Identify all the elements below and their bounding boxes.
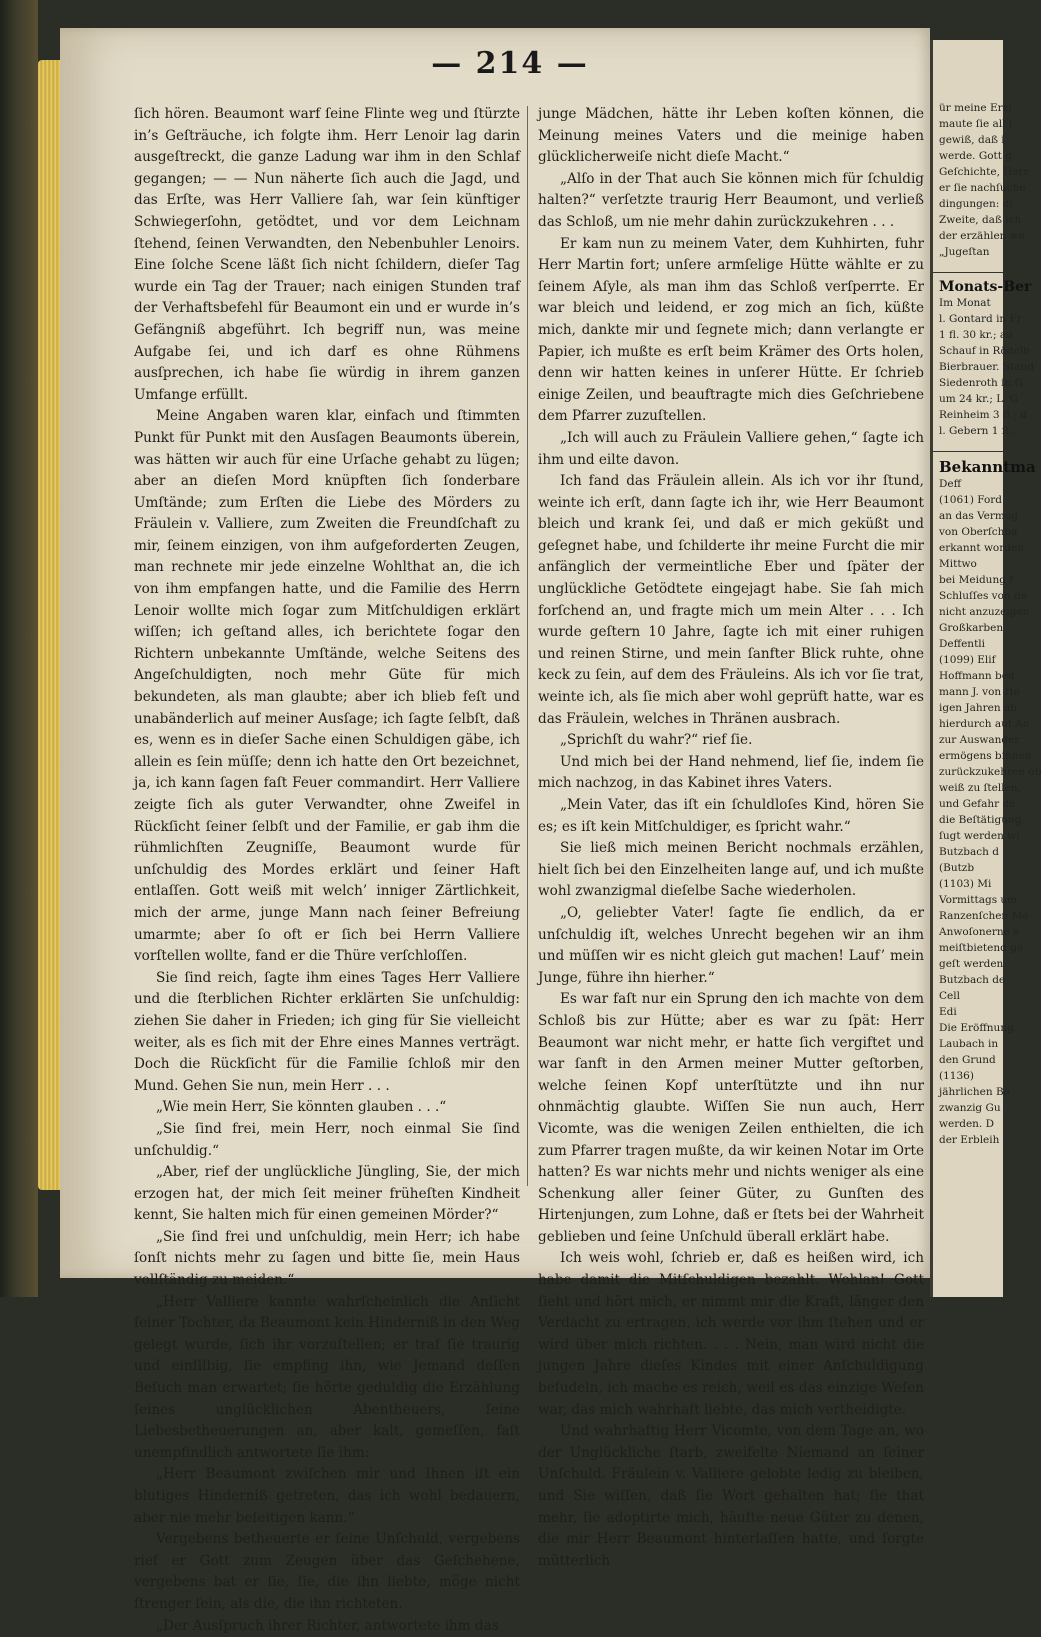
adjacent-page-line: Im Monat [939,297,991,309]
adjacent-page-line: (1099) Elif [939,654,996,666]
paragraph: „Wie mein Herr, Sie könnten glauben . . .“ [156,1099,447,1116]
paragraph: „Mein Vater, das iſt ein ſchuldloſes Kind, hören Sie es; es iſt kein Mitſchuldiger, es ſpricht wahr.“ [538,797,924,835]
adjacent-page-line: Butzbach de [939,974,1006,986]
adjacent-page-line: den Grund [939,1054,996,1066]
adjacent-page-line: ermögens binnen [939,750,1032,762]
paragraph: Es war faſt nur ein Sprung den ich machte von dem Schloß bis zur Hütte; aber es war zu ſpät: Herr Beaumont war nicht mehr, er hatte ſich vergiftet und war ſanft in den Armen meiner Mutter geſtorben, welche ſeinen Kopf unterſtützte und ihn nur ohnmächtig glaubte. Wiſſen Sie nun auch, Herr Vicomte, was die wenigen Zeilen enthielten, die ich zum Pfarrer tragen mußte, da wir keinen Notar im Orte hatten? Es war nichts mehr und nichts weniger als eine Schenkung aller ſeiner Güter, zu Gunſten des Hirtenjungen, zum Lohne, daß er ſtets bei der Wahrheit geblieben und ſeine Unſchuld überall erklärt habe. [538,991,924,1245]
paragraph: junge Mädchen, hätte ihr Leben koſten können, die Meinung meines Vaters und die meinige haben glücklicherweiſe nicht dieſe Macht.“ [538,106,924,166]
adjacent-page-line: bei Meidung f [939,574,1014,586]
adjacent-page-line: 1 fl. 30 kr.; au [939,329,1013,341]
paragraph: Und mich bei der Hand nehmend, lief ſie, indem ſie mich nachzog, in das Kabinet ihres Vaters. [538,753,924,792]
adjacent-page-line: dingungen: di [939,198,1013,210]
left-text-column [134,104,520,1634]
right-text-column [538,104,924,1569]
adjacent-page-line: Deffentli [939,638,986,650]
adjacent-page-block [933,100,1029,260]
paragraph: Ich weis wohl, ſchrieb er, daß es heißen wird, ich habe damit die Mitſchuldigen bezahlt. Wohlan! Gott ſieht und hört mich, er nimmt mir die Kraft, länger den Verdacht zu ertragen, ich werde vor ihm ſtehen und er wird über mich richten. . . . Nein, man wird nicht die jungen Jahre dieſes Kindes mit einer Anſchuldigung beſudeln, ich mache es reich, weil es das einzige Weſen war, das mich wahrhaft liebte, das mich vertheidigte. [538,1250,924,1418]
adjacent-page-line: ür meine Erzi [939,102,1012,114]
adjacent-page-line: Schluſſes von de [939,590,1027,602]
adjacent-page-line: l. Gebern 1 fl.; [939,425,1016,437]
adjacent-page-line: der erzählen we [939,230,1025,242]
adjacent-page-line: igen Jahren ab [939,702,1017,714]
adjacent-page-line: maute ſie all i [939,118,1013,130]
adjacent-page-line: Butzbach d [939,846,999,858]
adjacent-page-line: Siedenroth in G [939,377,1023,389]
adjacent-page-line: und Gefahr de [939,798,1016,810]
paragraph: ſich hören. Beaumont warf ſeine Flinte weg und ſtürzte in’s Geſträuche, ich folgte ihm. Herr Lenoir lag darin ausgeſtreckt, die ganze Ladung war ihm in den Schlaf gegangen; — — Nun näherte ſich auch die Jagd, und das Erſte, was Herr Valliere ſah, war ſein künftiger Schwiegerſohn, getödtet, und vor dem Leichnam ſtehend, ſeinen Verwandten, den Nebenbuhler Lenoirs. Eine ſolche Scene läßt ſich nicht ſchildern, dieſer Tag wurde ein Tag der Trauer; nach einigen Stunden traf der Verhaftsbefehl für Beaumont ein und er wurde in’s Gefängniß abgeführt. Ich begriff nun, was meine Aufgabe ſei, und ich darf es ohne Rühmens ausſprechen, ich habe ſie würdig in ihrem ganzen Umfange erfüllt. [134,106,520,403]
paragraph: „Ich will auch zu Fräulein Valliere gehen,“ ſagte ich ihm und eilte davon. [538,429,924,468]
paragraph: Ich fand das Fräulein allein. Als ich vor ihr ſtund, weinte ich erſt, dann ſagte ich ihr, wie Herr Beaumont bleich und krank ſei, und daß er mich geküßt und geſegnet habe, und ſchilderte ihr meine Furcht die mir anfänglich der vermeintliche Eber und ſpäter der unglückliche Getödtete eingejagt habe. Sie ſah mich forſchend an, und fragte mich um mein Alter . . . Ich wurde geſtern 10 Jahre, ſagte ich mit einer ruhigen und reinen Stirne, und mein ſanfter Blick ruhte, ohne keck zu ſein, auf dem des Fräuleins. Als ich vor ſie trat, weinte ich, als ſie mich aber wohl geprüft hatte, war es das Fräulein, welches in Thränen ausbrach. [538,473,924,727]
book-binding [0,0,38,1297]
adjacent-page-line: Cell [939,990,960,1002]
adjacent-page-line: Zweite, daß ich [939,214,1022,226]
adjacent-page-block [933,295,1034,439]
paragraph: „Alſo in der That auch Sie können mich für ſchuldig halten?“ verſetzte traurig Herr Beaumont, und verließ das Schloß, um nie mehr dahin zurückzukehren . . . [538,170,924,230]
adjacent-page-line: werden. D [939,1118,995,1130]
adjacent-page-line: „Jugeſtan [939,246,990,258]
adjacent-page-line: erkannt worden [939,542,1024,554]
paragraph: „Sprichſt du wahr?“ rief ſie. [560,732,753,749]
paragraph: „Herr Beaumont zwiſchen mir und Ihnen iſt ein blutiges Hinderniß getreten, das ich wohl bedauern, aber nie mehr beſeitigen kann.“ [134,1466,520,1526]
adjacent-page-heading: Bekanntma [933,451,1003,476]
paragraph: Er kam nun zu meinem Vater, dem Kuhhirten, fuhr Herr Martin fort; unſere armſelige Hütte wählte er zu ſeinem Aſyle, als man ihm das Schloß verſperrte. Er war bleich und leidend, er zog mich an ſich, küßte mich, dankte mir und ſegnete mich; dann verlangte er Papier, ich mußte es erſt beim Krämer des Orts holen, denn wir hatten keines in unſerer Hütte. Er ſchrieb einige Zeilen, und beauftragte mich dies Geſchriebene dem Pfarrer zuzuſtellen. [538,235,924,425]
adjacent-page-line: er ſie nachſuche [939,182,1026,194]
adjacent-page-line: zur Auswander [939,734,1020,746]
adjacent-page-line: Mittwo [939,558,977,570]
adjacent-page-line: Großkarben [939,622,1004,634]
adjacent-page-line: Schauf in Rödelh [939,345,1030,357]
adjacent-page-line: Vormittags um [939,894,1018,906]
adjacent-page-strip [930,40,1041,1297]
adjacent-page-line: meiſtbietend ge [939,942,1024,954]
adjacent-page-line: Edi [939,1006,957,1018]
adjacent-page-line: nicht anzuzeigen [939,606,1030,618]
adjacent-page-line: an das Vermög [939,510,1018,522]
adjacent-page-line: von Oberſchba [939,526,1018,538]
adjacent-page-line: die Beſtätigung [939,814,1022,826]
paragraph: Und wahrhaftig Herr Vicomte, von dem Tage an, wo der Unglückliche ſtarb, zweifelte Niemand an ſeiner Unſchuld. Fräulein v. Valliere gelobte ledig zu bleiben, und Sie wiſſen, daß ſie Wort gehalten hat; ſie that mehr, ſie adoptirte mich, häufte neue Güter zu denen, die mir Herr Beaumont hinterlaſſen hatte, und ſorgte mütterlich [538,1423,924,1569]
adjacent-page-line: Laubach in [939,1038,999,1050]
adjacent-page-line: (1103) Mi [939,878,992,890]
adjacent-page-line: der Erbleih [939,1134,1000,1146]
page-number: — 214 — [431,46,589,81]
paragraph: Meine Angaben waren klar, einfach und ſtimmten Punkt für Punkt mit den Ausſagen Beaumonts überein, was hätten wir auch für eine Urſache gehabt zu lügen; aber an dieſen Mord knüpften ſich ſonderbare Umſtände; zum Erſten die Liebe des Mörders zu Fräulein v. Valliere, zum Zweiten die Freundſchaft zu mir, ſeinem einzigen, von ihm aufgeforderten Zeugen, man rechnete mir jede einzelne Wohlthat an, die ich von ihm empfangen hatte, und die Familie des Herrn Lenoir wollte mich ſogar zum Mitſchuldigen erklärt wiſſen; ich geſtand alles, ich berichtete ſogar den Richtern unbekannte Umſtände, welche Seitens des Angeſchuldigten, noch mehr Güte für mich bekundeten, als man glaubte; aber ich blieb feſt und unabänderlich auf meiner Ausſage; ich ſagte ſelbſt, daß es, wenn es in dieſer Sache einen Schuldigen gäbe, ich allein es ſein müſſe; denn ich hatte den Ort bezeichnet, ja, ich kann ſagen faſt Feuer commandirt. Herr Valliere zeigte ſich als guter Verwandter, ohne Zweifel in Rückſicht ſeiner ſelbſt und der Familie, er gab ihm die rühmlichſten Zeugniſſe, Beaumont wurde für unſchuldig des Mordes erklärt und ſeiner Haft entlaſſen. Gott weiß mit welch’ inniger Zärtlichkeit, mich der arme, junge Mann nach ſeiner Befreiung umarmte; aber ſo oft er ſich bei Herrn Valliere vorſtellen wollte, fand er die Thüre verſchloſſen. [134,408,520,965]
adjacent-page-line: Geſchichte, Herr [939,166,1029,178]
paragraph: Sie ſind reich, ſagte ihm eines Tages Herr Valliere und die ſterblichen Richter erklärten Sie unſchuldig: ziehen Sie daher in Frieden; ich ging für Sie vielleicht weiter, als es ſich mit der Ehre eines Mannes verträgt. Doch die Rückſicht für die Familie ſchloß mir den Mund. Gehen Sie nun, mein Herr . . . [134,969,520,1094]
adjacent-page-line: Deff [939,478,962,490]
adjacent-page-line: (1061) Ford [939,494,1003,506]
adjacent-page-line: Reinheim 3 fl.; d [939,409,1027,421]
adjacent-page-line: (1136) [939,1070,974,1082]
paragraph: „Herr Valliere kannte wahrſcheinlich die Anſicht ſeiner Tochter, da Beaumont kein Hinderniß in den Weg gelegt wurde, ſich ihr vorzuſtellen; er traf ſie traurig und einſilbig, ſie empfing ihn, wie Jemand deſſen Beſuch man erwartet; ſie hörte geduldig die Erzählung ſeines unglücklichen Abentheuers, ſeine Liebesbetheuerungen an, aber kalt, gemeſſen, faſt unempfindlich antwortete ſie ihm: [134,1293,520,1461]
adjacent-page-line: ſugt werden wi [939,830,1020,842]
adjacent-page-line: zwanzig Gu [939,1102,1001,1114]
adjacent-page-line: um 24 kr.; L. G [939,393,1019,405]
adjacent-page-line: Bierbrauer. Staud [939,361,1034,373]
adjacent-page-line: gewiß, daß i [939,134,1005,146]
adjacent-page-line: Die Eröffnung [939,1022,1014,1034]
adjacent-page-line: Anwoſonerne e [939,926,1020,938]
adjacent-page-block [933,476,1041,1148]
paragraph: Sie ließ mich meinen Bericht nochmals erzählen, hielt ſich bei den Einzelheiten lange auf, und ich mußte wohl zwanzigmal dieſelbe Sache wiederholen. [538,840,924,900]
adjacent-page-line: l. Gontard in Fr [939,313,1022,325]
adjacent-page-line: zurückzukehren ob [939,766,1041,778]
paragraph: „Aber, rief der unglückliche Jüngling, Sie, der mich erzogen hat, der mich ſeit meiner früheſten Kindheit kennt, Sie halten mich für einen gemeinen Mörder?“ [134,1164,520,1224]
column-divider [527,106,528,1186]
paragraph: „O, geliebter Vater! ſagte ſie endlich, da er unſchuldig iſt, welches Unrecht begehen wir an ihm und müſſen wir es nicht gleich gut machen! Lauf’ mein Junge, führe ihn hierher.“ [538,904,924,986]
adjacent-page-line: Ranzenſchen Me [939,910,1029,922]
adjacent-page-line: mann J. von He [939,686,1020,698]
adjacent-page-line: hierdurch auf An [939,718,1030,730]
adjacent-page-heading: Monats-Ber [933,272,1003,295]
adjacent-page-line: geſt werden. [939,958,1007,970]
adjacent-page-line: (Butzb [939,862,975,874]
paragraph: „Sie ſind frei, mein Herr, noch einmal Sie ſind unſchuldig.“ [134,1120,520,1159]
paragraph: „Sie ſind frei und unſchuldig, mein Herr; ich habe ſonſt nichts mehr zu ſagen und bitte ſie, mein Haus vollſtändig zu meiden.“ [134,1228,520,1289]
paragraph: „Der Ausſpruch ihrer Richter, antwortete ihm das [156,1617,499,1634]
adjacent-page-line: werde. Gott g [939,150,1013,162]
adjacent-page-line: Hoffmann bed [939,670,1015,682]
paragraph: Vergebens betheuerte er ſeine Unſchuld, vergebens rief er Gott zum Zeugen über das Geſchehene, vergebens bat er ſie, ſie, die ihn liebte, möge nicht ſtrenger ſein, als die, die ihn richteten. [134,1531,520,1612]
adjacent-page-line: weiß zu ſtellen, [939,782,1021,794]
adjacent-page-line: jährlichen Be [939,1086,1010,1098]
